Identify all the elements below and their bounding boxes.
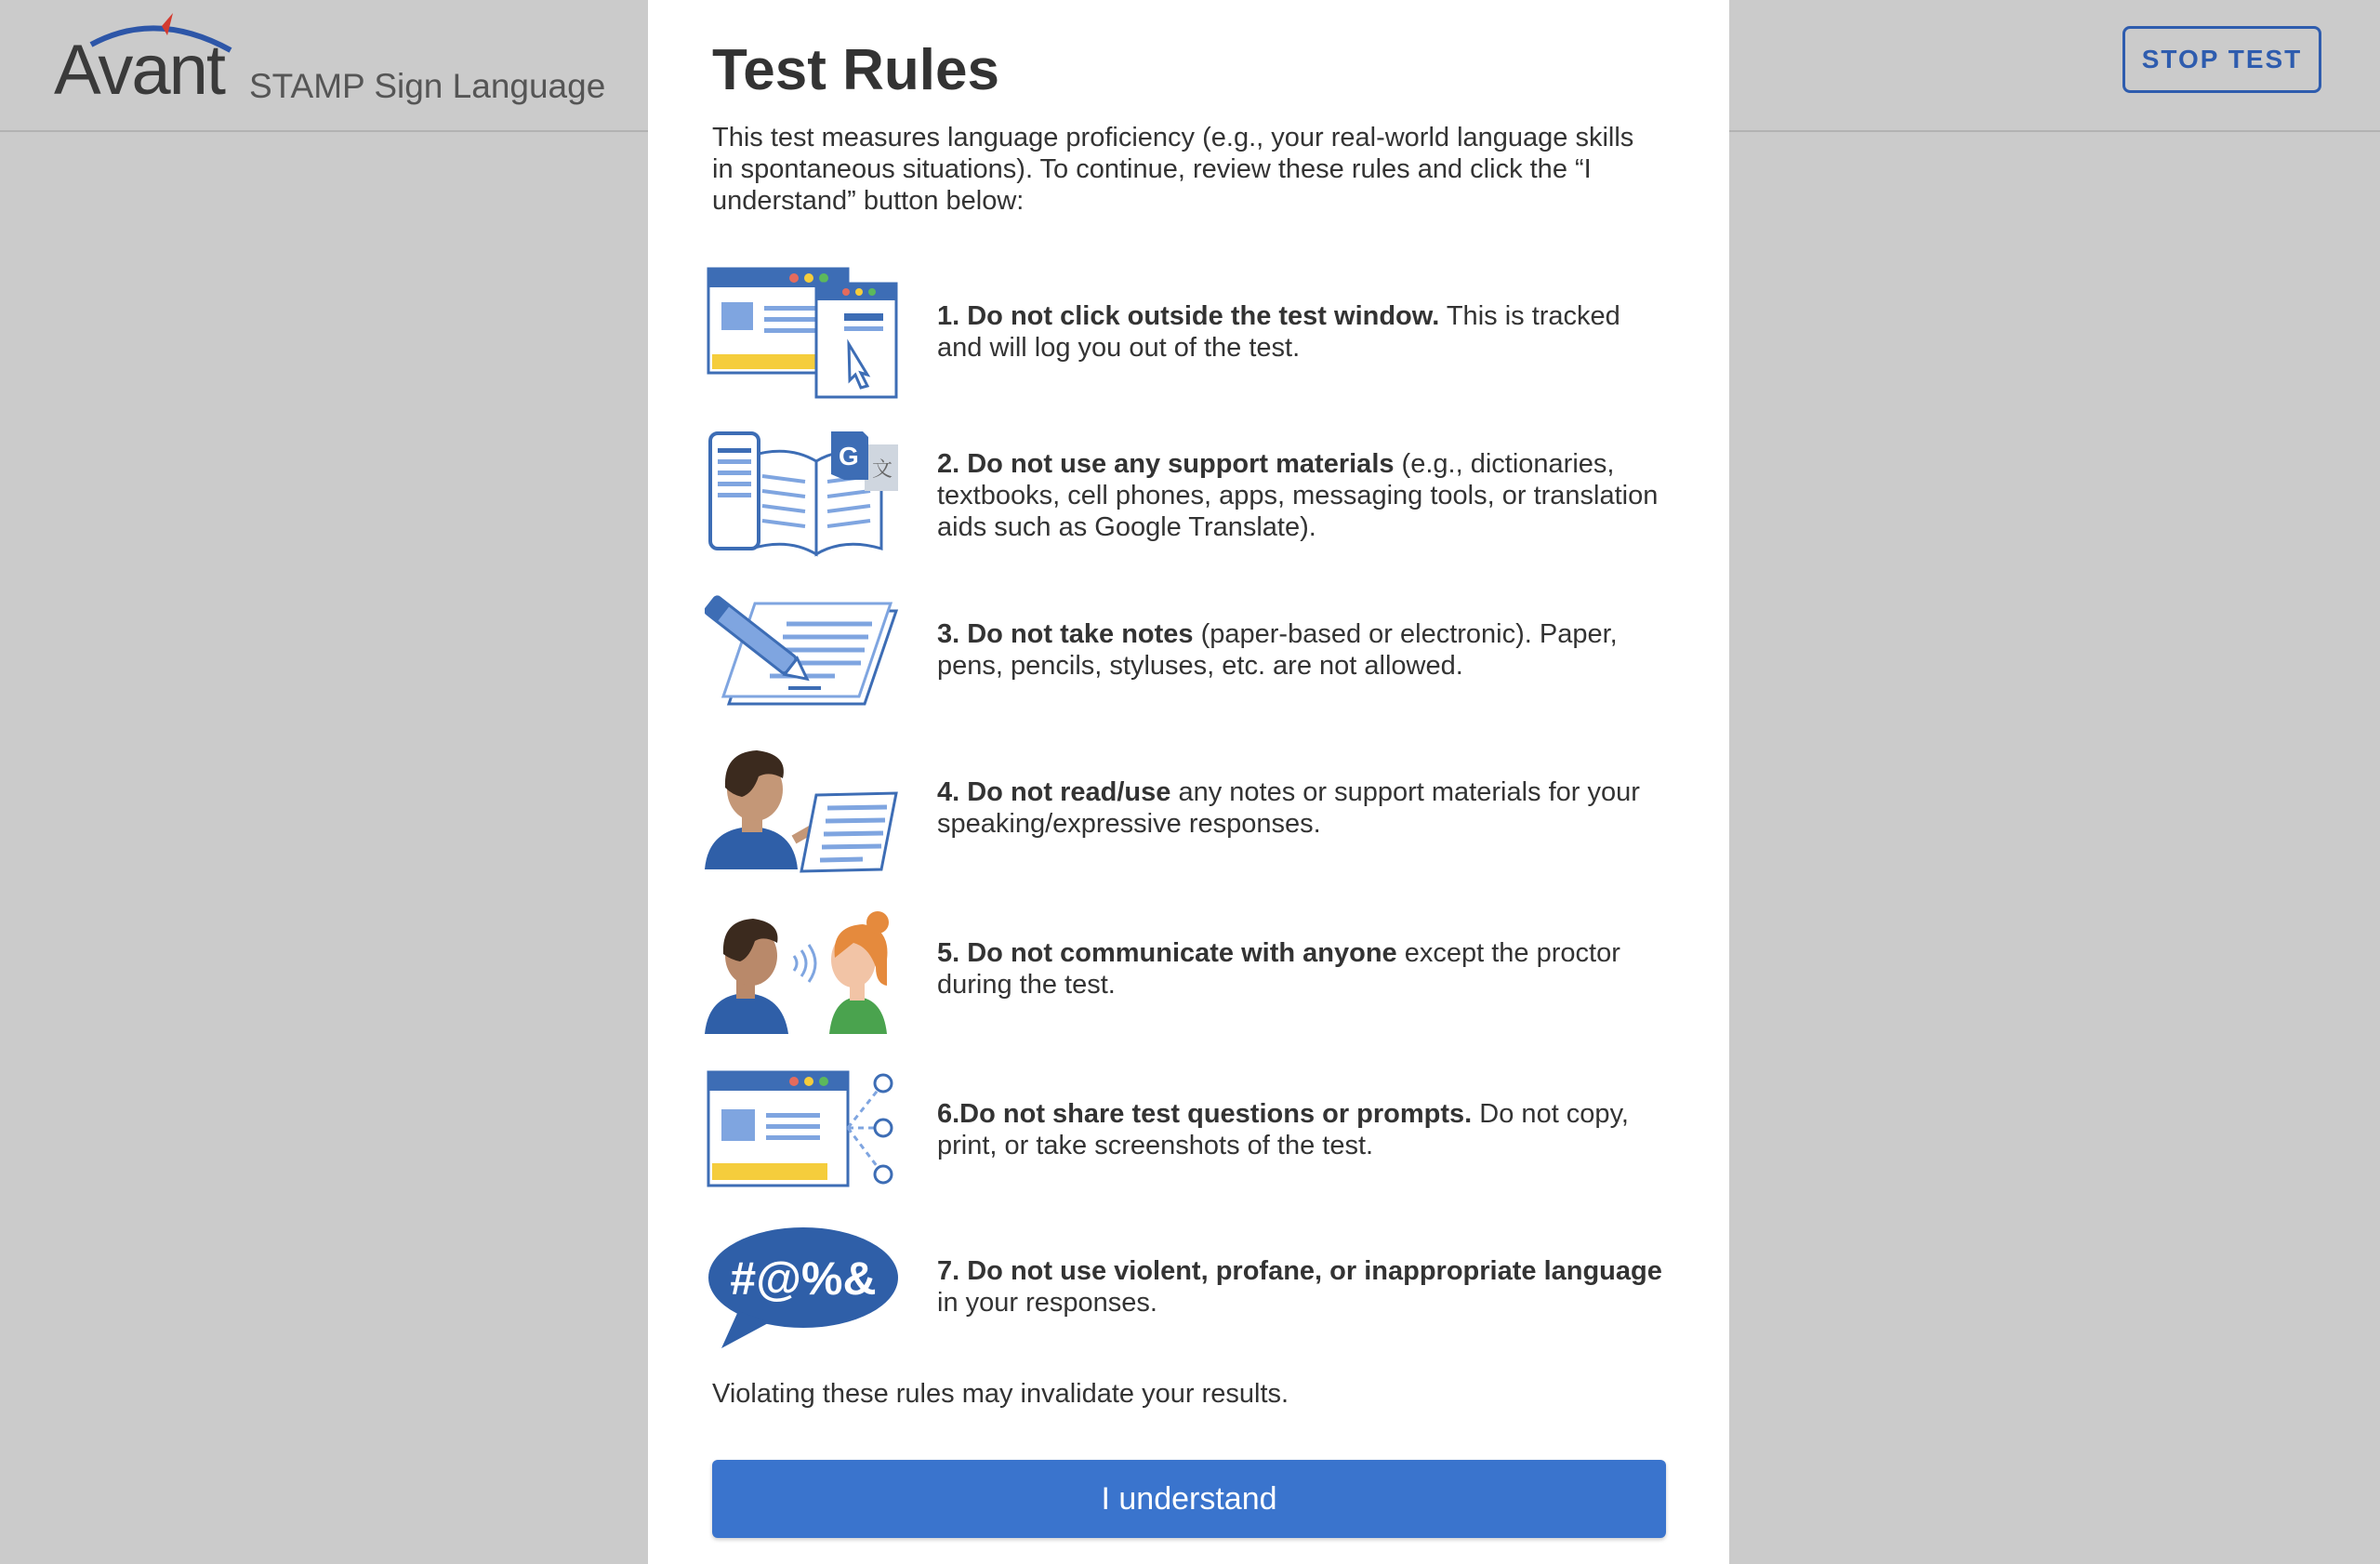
rule-text-5: 5. Do not communicate with anyone except the proctor during the test. (937, 938, 1620, 1000)
modal-title: Test Rules (712, 38, 999, 102)
rule-item-5 (705, 902, 1690, 1041)
browser-windows-cursor-icon (705, 265, 900, 404)
book-phone-translate-icon (705, 428, 900, 567)
svg-text:文: 文 (872, 457, 893, 481)
share-window-icon (705, 1065, 900, 1204)
people-talking-icon (705, 902, 900, 1041)
i-understand-button[interactable]: I understand (712, 1460, 1666, 1538)
rule-item-4 (705, 739, 1690, 879)
rule-text-7: 7. Do not use violent, profane, or inappropriate language in your responses. (937, 1256, 1662, 1318)
rule-item-1 (705, 265, 1690, 404)
rule-item-7 (705, 1226, 1690, 1365)
product-name: STAMP Sign Language (249, 67, 606, 105)
test-rules-modal (648, 0, 1729, 1564)
rule-item-6 (705, 1065, 1690, 1204)
rule-text-1: 1. Do not click outside the test window. This is tracked and will log you out of the test. (937, 301, 1620, 363)
rule-text-2: 2. Do not use any support materials (e.g., dictionaries, textbooks, cell phones, apps, messaging tools, or translation aids such as Google Translate). (937, 449, 1659, 542)
avant-logo (54, 9, 240, 112)
logo-wordmark: Avant (54, 31, 224, 110)
person-reading-icon (705, 739, 900, 879)
rule-text-4: 4. Do not read/use any notes or support materials for your speaking/expressive responses. (937, 777, 1640, 839)
warning-text: Violating these rules may invalidate your results. (712, 1379, 1289, 1409)
pen-notepad-icon (705, 590, 900, 730)
rule-item-2 (705, 428, 1690, 567)
intro-text: This test measures language proficiency (e.g., your real-world language skills in spontaneous situations). To continue, review these rules and click the “I understand” button below: (712, 123, 1634, 216)
profanity-symbols: #@%& (730, 1253, 877, 1305)
rule-text-3: 3. Do not take notes (paper-based or electronic). Paper, pens, pencils, styluses, etc. are not allowed. (937, 619, 1618, 681)
rule-item-3 (705, 590, 1690, 730)
rule-text-6: 6.Do not share test questions or prompts. Do not copy, print, or take screenshots of the test. (937, 1099, 1629, 1160)
profanity-speech-bubble-icon (705, 1226, 900, 1365)
svg-text:G: G (839, 442, 859, 471)
stop-test-button[interactable]: STOP TEST (2122, 26, 2321, 93)
